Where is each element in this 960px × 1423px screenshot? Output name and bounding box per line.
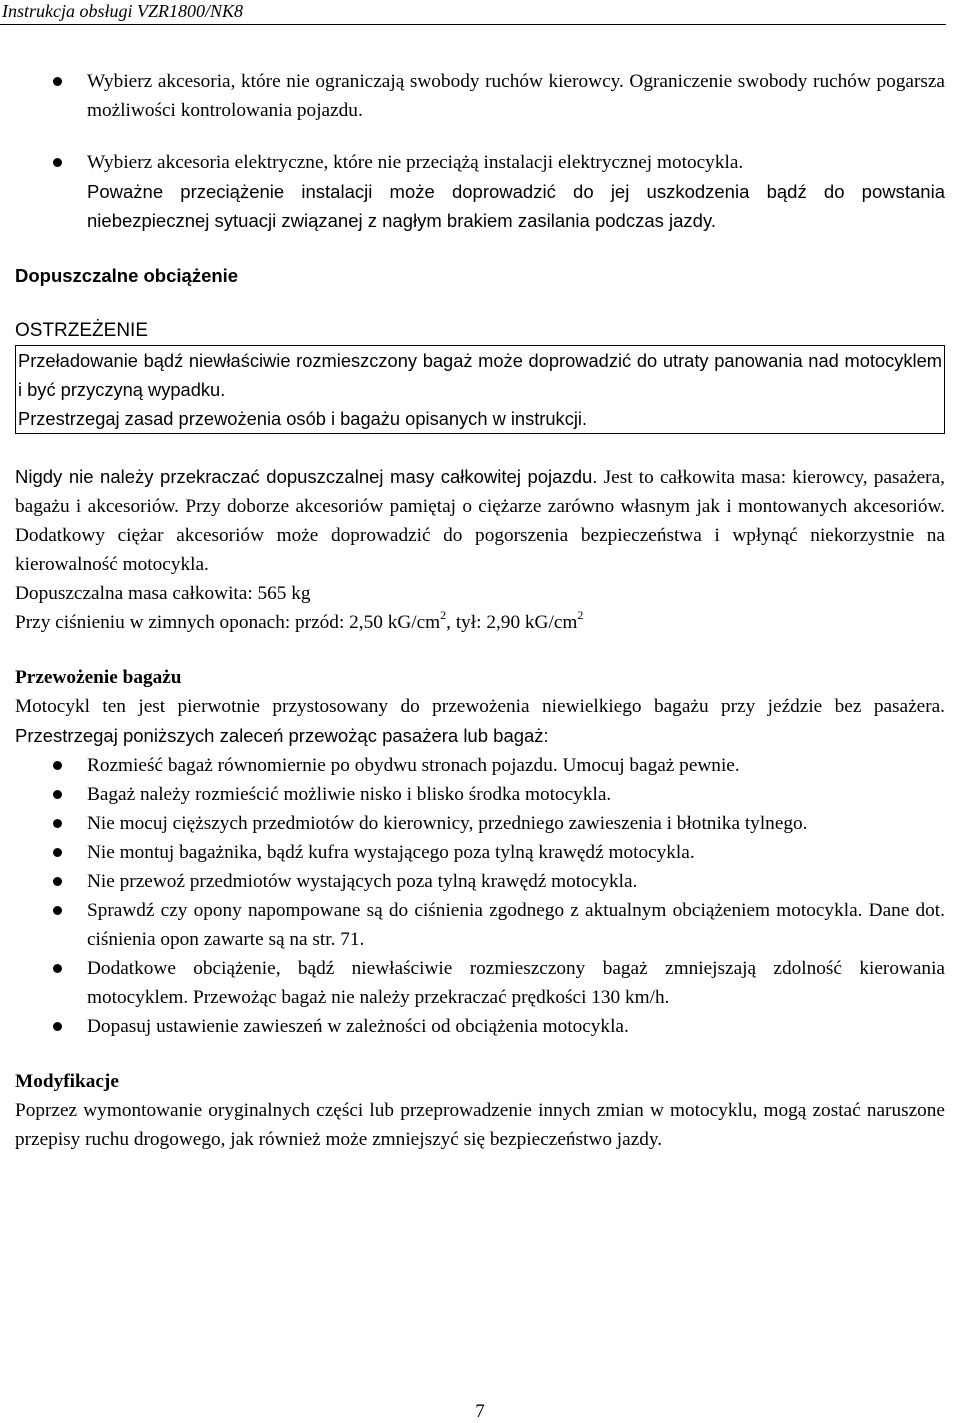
warning-label: OSTRZEŻENIE xyxy=(15,320,149,341)
luggage-bullet-item: Nie przewoź przedmiotów wystających poza tylną krawędź motocykla. xyxy=(15,867,945,896)
intro-bullet-accessories-freedom: Wybierz akcesoria, które nie ograniczają swobody ruchów kierowcy. Ograniczenie swobody ruchów pogarsza możliwości kontrolowania pojazdu. xyxy=(15,67,945,125)
warning-text-overload: Przeładowanie bądź niewłaściwie rozmieszczony bagaż może doprowadzić do utraty panowania nad motocyklem i być przyczyną wypadku. xyxy=(18,350,942,400)
warning-box xyxy=(15,345,945,434)
luggage-section-heading: Przewożenie bagażu xyxy=(15,667,182,688)
header-title: Instrukcja obsługi VZR1800/NK8 xyxy=(2,1,244,21)
overload-warning-text: Poważne przeciążenie instalacji może doprowadzić do jej uszkodzenia bądź do powstania niebezpiecznej sytuacji związanej z nagłym brakiem zasilania podczas jazdy. xyxy=(87,181,945,231)
load-paragraph-sans: Nigdy nie należy przekraczać dopuszczalnej masy całkowitej pojazdu. xyxy=(15,466,598,487)
tire-pressure-sup-rear: 2 xyxy=(577,608,584,622)
warning-text-rules: Przestrzegaj zasad przewożenia osób i bagażu opisanych w instrukcji. xyxy=(18,408,588,429)
modifications-text: Poprzez wymontowanie oryginalnych części lub przeprowadzenie innych zmian w motocyklu, mogą zostać naruszone przepisy ruchu drogowego, jak również może zmniejszyć się bezpieczeństwo jazdy. xyxy=(15,1100,945,1150)
modifications-section-heading: Modyfikacje xyxy=(15,1071,119,1092)
tire-pressure-prefix: Przy ciśnieniu w zimnych oponach: przód: 2,50 kG/cm xyxy=(15,612,441,633)
load-paragraph xyxy=(15,462,945,579)
luggage-intro-serif-first: Motocykl ten jest pierwotnie przystosowany do przewożenia niewielkiego bagażu przy jeździe bez pasażera. xyxy=(15,696,945,717)
tire-pressure-middle: , tył: 2,90 kG/cm xyxy=(446,612,578,633)
luggage-bullet-item: Rozmieść bagaż równomiernie po obydwu stronach pojazdu. Umocuj bagaż pewnie. xyxy=(15,751,945,780)
luggage-bullet-item: Bagaż należy rozmieścić możliwie nisko i blisko środka motocykla. xyxy=(15,780,945,809)
luggage-bullet-item: Nie montuj bagażnika, bądź kufra wystającego poza tylną krawędź motocykla. xyxy=(15,838,945,867)
intro-bullet-electrical-accessories: Wybierz akcesoria elektryczne, które nie przeciążą instalacji elektrycznej motocykla. xyxy=(15,148,945,177)
luggage-bullet-item: Dopasuj ustawienie zawieszeń w zależności od obciążenia motocykla. xyxy=(15,1012,945,1041)
load-section-heading: Dopuszczalne obciążenie xyxy=(15,265,239,286)
luggage-bullet-item: Nie mocuj cięższych przedmiotów do kierownicy, przedniego zawieszenia i błotnika tylnego. xyxy=(15,809,945,838)
tire-pressure-line xyxy=(15,608,945,637)
max-mass-line: Dopuszczalna masa całkowita: 565 kg xyxy=(15,583,311,604)
page-content xyxy=(15,67,945,1154)
luggage-bullet-item: Dodatkowe obciążenie, bądź niewłaściwie rozmieszczony bagaż zmniejszają zdolność kierowania motocyklem. Przewożąc bagaż nie należy przekraczać prędkości 130 km/h. xyxy=(15,954,945,1012)
luggage-bullet-list xyxy=(15,751,945,1041)
page-number: 7 xyxy=(475,1401,485,1422)
luggage-intro-sans: Przestrzegaj poniższych zaleceń przewożąc pasażera lub bagaż: xyxy=(15,725,549,746)
header-divider xyxy=(0,24,946,25)
luggage-intro xyxy=(15,692,945,751)
load-paragraph-serif: Jest to całkowita masa: kierowcy, pasażera, bagażu i akcesoriów. Przy doborze akcesoriów pamiętaj o ciężarze zarówno własnym jak i montowanych akcesoriów. Dodatkowy ciężar akcesoriów może doprowadzić do pogorszenia bezpieczeństwa i wpłynąć niekorzystnie na kierowalność motocykla. xyxy=(15,467,945,575)
tire-pressure-sup-front: 2 xyxy=(440,608,447,622)
intro-bullet-list xyxy=(15,67,945,177)
luggage-bullet-item: Sprawdź czy opony napompowane są do ciśnienia zgodnego z aktualnym obciążeniem motocykla. Dane dot. ciśnienia opon zawarte są na str. 71. xyxy=(15,896,945,954)
